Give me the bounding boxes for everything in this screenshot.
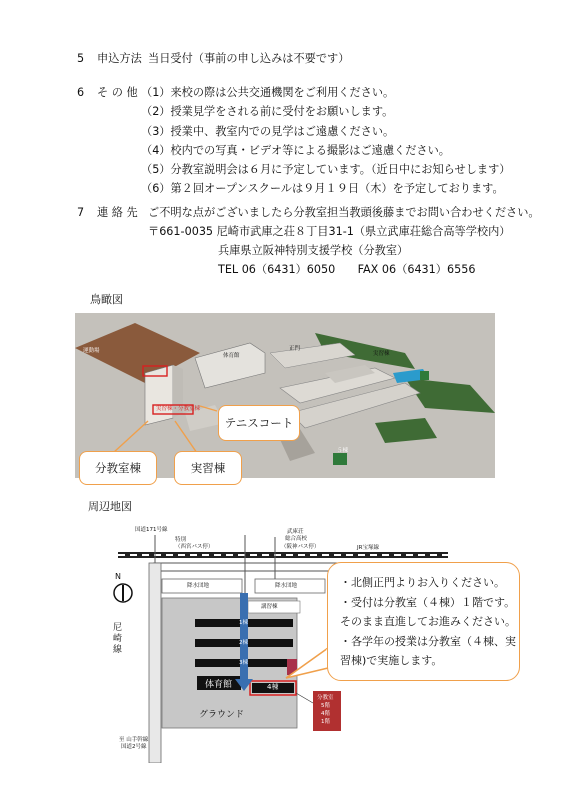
map-bus-right: （阪神バス停） [281,544,320,550]
map-school-name-1: 武庫荘 [287,529,304,535]
map-bus-left-2: （西宮バス停） [175,544,214,550]
map-danchi-1: 降水団地 [187,583,210,589]
item7-address: 〒661-0035 尼崎市武庫之荘８丁目31-1（県立武庫荘総合高等学校内） [148,225,511,238]
item6-line: （6）第２回オープンスクールは９月１９日（木）を予定しております。 [141,182,504,196]
map-b3-label: 3棟 [239,660,248,666]
map-branch-box-1: 分教室 [317,695,334,701]
item6-line: （4）校内での写真・ビデオ等による撮影はご遠慮ください。 [141,143,450,157]
aerial-gym-label: 体育館 [223,353,240,359]
item6-line: （2）授業見学をされる前に受付をお願いします。 [141,105,394,119]
map-branch-box-3: 4階 [321,711,330,717]
practice-building-callout: 実習棟 [174,451,242,485]
item6-line: （5）分教室説明会は６月に予定しています。（近日中にお知らせします） [141,163,511,177]
aerial-ground-label: 運動場 [83,348,100,354]
aerial-branch-building [145,365,173,425]
map-route171: 国道171号線 [135,527,168,533]
item7-number: 7 [77,206,85,219]
bubble-line: そのまま直進してお進みください。 [340,615,516,628]
map-b4-label: 4棟 [267,683,279,691]
route-arrow [240,593,248,683]
bubble-line: ・受付は分教室（４棟）１階です。 [340,595,516,609]
map-sanyo-2: 国道2号線 [121,744,147,750]
map-bus-left-1: 特別 [175,537,187,543]
item6-line: （3）授業中、教室内での見学はご遠慮ください。 [141,124,395,138]
aerial-practice-tag: 実習棟・分教室棟 [156,406,201,412]
map-jr: JR宝塚線 [357,545,379,551]
map-branch-box-2: 5階 [321,703,330,709]
aerial-heading: 鳥瞰図 [90,293,123,306]
map-b2-label: 2棟 [239,640,248,646]
item6-number: 6 [77,86,85,99]
map-branch-box-4: 1階 [321,719,330,725]
item6-label: そ の 他 [97,86,138,99]
map-river-label: 尼崎線 [113,623,123,655]
item6-line: （1）来校の際は公共交通機関をご利用ください。 [141,86,395,99]
map-ground-label: グラウンド [199,710,245,720]
bubble-line: 習棟)で実施します。 [340,654,443,667]
info-bubble [327,562,520,681]
aerial-building5-label: ５棟 [337,448,349,454]
aerial-practice-bldg-label: 実習棟 [373,351,390,357]
item7-school: 兵庫県立阪神特別支援学校（分教室） [218,244,409,257]
map-heading: 周辺地図 [88,500,132,513]
map-b1-label: 1棟 [239,620,248,626]
bubble-line: ・北側正門よりお入りください。 [340,576,505,589]
bubble-line: ・各学年の授業は分教室（４棟、実 [340,634,516,648]
item7-label: 連 絡 先 [97,206,138,219]
map-gym-label: 体育館 [205,680,233,690]
item7-phone: TEL 06（6431）6050 FAX 06（6431）6556 [218,263,476,276]
branch-building-callout: 分教室棟 [79,451,157,485]
tennis-court-callout: テニスコート [218,405,300,441]
map-north-label: N [115,572,121,581]
item5-number: 5 [77,52,85,65]
item7-line: ご不明な点がございましたら分教室担当教頭後藤までお問い合わせください。 [148,206,540,219]
item6-list [141,85,510,201]
aerial-gate-label: 正門 [289,346,301,352]
map-school-name-2: 総合高校 [285,536,308,542]
item5-text: 当日受付（事前の申し込みは不要です） [148,52,350,65]
item5-label: 申込方法 [97,52,142,65]
map-kyo-building: 講習棟 [261,604,278,610]
map-danchi-2: 降水団地 [275,583,298,589]
map-sanyo-1: 至 山手幹線 [119,737,149,743]
